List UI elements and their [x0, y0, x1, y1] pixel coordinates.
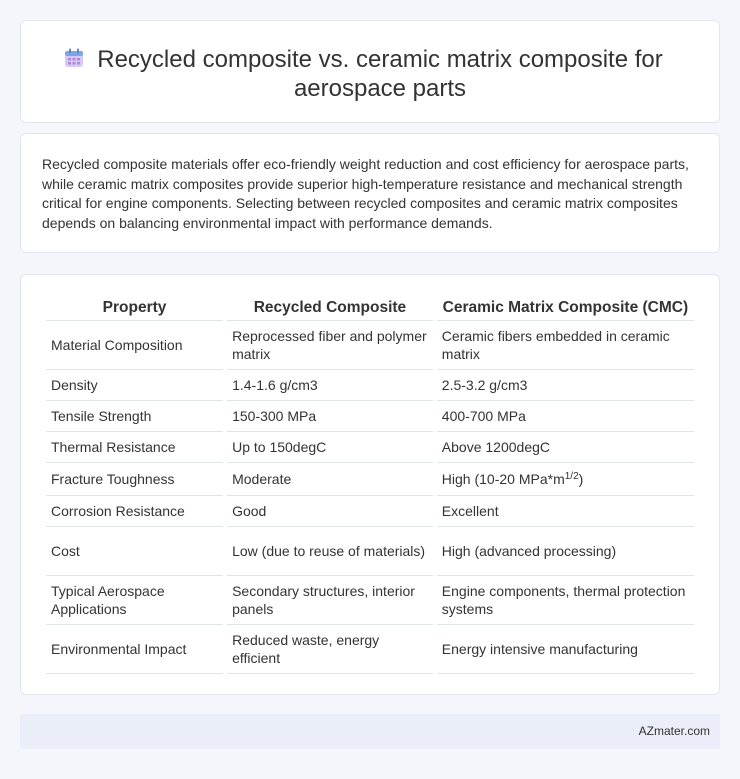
- property-cell: Density: [46, 370, 223, 401]
- recycled-cell: Reprocessed fiber and polymer matrix: [227, 321, 433, 370]
- recycled-cell: 1.4-1.6 g/cm3: [227, 370, 433, 401]
- table-row: [46, 463, 694, 496]
- recycled-cell: Up to 150degC: [227, 432, 433, 463]
- cmc-cell: 2.5-3.2 g/cm3: [437, 370, 694, 401]
- table-row: [46, 321, 694, 370]
- cmc-cell: High (advanced processing): [437, 527, 694, 576]
- cmc-cell: Engine components, thermal protection systems: [437, 576, 694, 625]
- property-cell: Thermal Resistance: [46, 432, 223, 463]
- table-row: [46, 401, 694, 432]
- header-property: Property: [46, 297, 223, 321]
- recycled-cell: Secondary structures, interior panels: [227, 576, 433, 625]
- table-row: [46, 432, 694, 463]
- recycled-cell: Reduced waste, energy efficient: [227, 625, 433, 674]
- recycled-cell: 150-300 MPa: [227, 401, 433, 432]
- intro-card: [20, 133, 720, 253]
- property-cell: Tensile Strength: [46, 401, 223, 432]
- table-row: [46, 625, 694, 674]
- recycled-cell: Good: [227, 496, 433, 527]
- property-cell: Typical Aerospace Applications: [46, 576, 223, 625]
- intro-paragraph: Recycled composite materials offer eco-friendly weight reduction and cost efficiency for aerospace parts, while ceramic matrix composites provide superior high-temperature resistance and mechanical strength critical for engine components. Selecting between recycled composites and ceramic matrix composites depends on balancing environmental impact with performance demands.: [42, 156, 689, 231]
- table-header-row: [46, 297, 694, 321]
- cmc-cell: [437, 463, 694, 496]
- cmc-cell: Excellent: [437, 496, 694, 527]
- title-card: [20, 20, 720, 123]
- property-cell: Environmental Impact: [46, 625, 223, 674]
- header-recycled: Recycled Composite: [227, 297, 433, 321]
- cmc-cell: 400-700 MPa: [437, 401, 694, 432]
- property-cell: Cost: [46, 527, 223, 576]
- exponent: 1/2: [564, 471, 579, 482]
- header-cmc: Ceramic Matrix Composite (CMC): [437, 297, 694, 321]
- property-cell: Fracture Toughness: [46, 463, 223, 496]
- table-row: [46, 496, 694, 527]
- property-cell: Corrosion Resistance: [46, 496, 223, 527]
- comparison-card: [20, 274, 720, 695]
- page-title: Recycled composite vs. ceramic matrix composite for aerospace parts: [97, 46, 663, 102]
- footer: [20, 714, 720, 749]
- footer-site-link[interactable]: AZmater.com: [638, 724, 710, 738]
- table-row: [46, 576, 694, 625]
- recycled-cell: Moderate: [227, 463, 433, 496]
- table-row: [46, 527, 694, 576]
- cmc-cell: Ceramic fibers embedded in ceramic matrix: [437, 321, 694, 370]
- cmc-value: High (10-20 MPa*m: [441, 471, 565, 487]
- comparison-table: [42, 297, 698, 674]
- table-row: [46, 370, 694, 401]
- cmc-suffix: ): [578, 471, 584, 487]
- property-cell: Material Composition: [46, 321, 223, 370]
- cmc-cell: Energy intensive manufacturing: [437, 625, 694, 674]
- cmc-cell: Above 1200degC: [437, 432, 694, 463]
- recycled-cell: Low (due to reuse of materials): [227, 527, 433, 576]
